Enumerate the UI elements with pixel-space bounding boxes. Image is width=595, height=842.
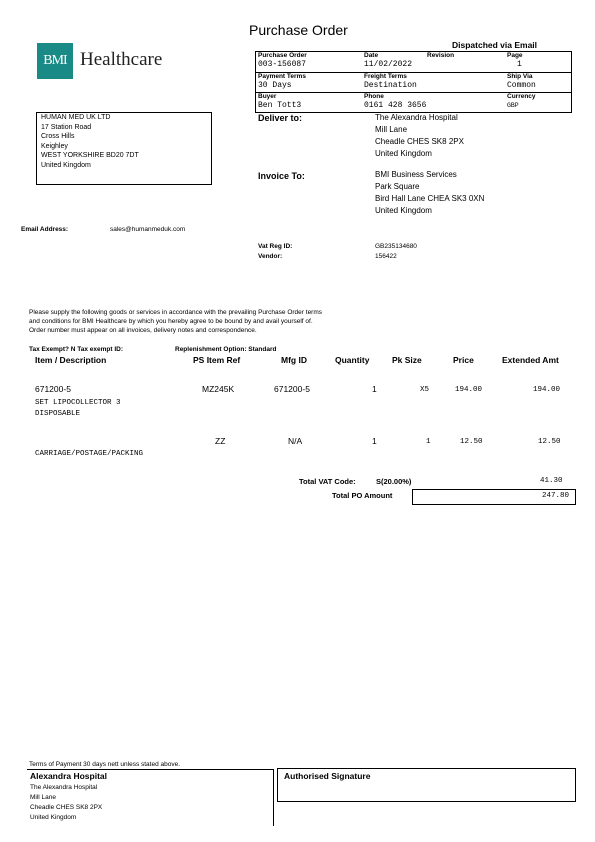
po-number: 003-156087	[258, 60, 307, 69]
bmi-logo-mark: BMI	[37, 43, 73, 79]
terms-line: and conditions for BMI Healthcare by which you hereby agree to be bound by and avail yourself of.	[29, 318, 313, 325]
line-ps-ref: ZZ	[215, 436, 226, 446]
page-label: Page	[507, 52, 523, 59]
line-description: SET LIPOCOLLECTOR 3	[35, 399, 121, 407]
supplier-line: Keighley	[41, 142, 68, 150]
invoice-line: United Kingdom	[375, 206, 432, 215]
ship-to-footer-box	[27, 769, 274, 826]
invoice-line: Bird Hall Lane CHEA SK3 0XN	[375, 194, 485, 203]
email-value: sales@humanmeduk.com	[110, 226, 186, 233]
total-amount-box	[412, 489, 576, 505]
vat-reg-label: Vat Reg ID:	[258, 243, 293, 250]
supplier-line: 17 Station Road	[41, 123, 92, 131]
buyer-phone: 0161 428 3656	[364, 101, 427, 110]
deliver-line: Mill Lane	[375, 125, 408, 134]
deliver-line: United Kingdom	[375, 149, 432, 158]
footer-ship-line: The Alexandra Hospital	[30, 784, 98, 791]
line-pk-size: 1	[426, 438, 431, 446]
invoice-line: Park Square	[375, 182, 420, 191]
footer-ship-line: United Kingdom	[30, 814, 77, 821]
po-date: 11/02/2022	[364, 60, 413, 69]
vendor-value: 156422	[375, 253, 397, 260]
line-extended-amt: 12.50	[538, 438, 561, 446]
col-ps-item-ref: PS Item Ref	[193, 355, 241, 365]
footer-ship-title: Alexandra Hospital	[30, 771, 107, 781]
line-extended-amt: 194.00	[533, 386, 561, 394]
line-mfg-id: N/A	[288, 436, 303, 446]
footer-ship-line: Mill Lane	[30, 794, 57, 801]
line-pk-size: X5	[420, 386, 430, 394]
po-number-label: Purchase Order	[258, 52, 307, 59]
signature-label: Authorised Signature	[284, 771, 371, 781]
freight-terms-label: Freight Terms	[364, 73, 407, 80]
terms-line: Order number must appear on all invoices, delivery notes and correspondence.	[29, 327, 257, 334]
total-label: Total PO Amount	[332, 491, 393, 500]
buyer-label: Buyer	[258, 93, 277, 100]
currency-label: Currency	[507, 93, 536, 100]
phone-label: Phone	[364, 93, 384, 100]
tax-exempt: Tax Exempt? N Tax exempt ID:	[29, 346, 124, 353]
date-label: Date	[364, 52, 379, 59]
payment-terms: 30 Days	[258, 81, 292, 90]
terms-paragraph	[29, 308, 322, 335]
vat-label: Total VAT Code:	[299, 477, 356, 486]
deliver-line: Cheadle CHES SK8 2PX	[375, 137, 464, 146]
replenishment-option: Replenishment Option: Standard	[175, 346, 277, 353]
payment-terms-note: Terms of Payment 30 days nett unless stated above.	[29, 761, 181, 768]
dispatch-method: Dispatched via Email	[452, 40, 538, 50]
freight-terms: Destination	[364, 81, 417, 90]
ship-via-label: Ship Via	[507, 73, 533, 80]
document-title: Purchase Order	[249, 22, 348, 38]
supplier-line: HUMAN MED UK LTD	[41, 114, 111, 121]
supplier-address-box	[36, 112, 212, 185]
col-pk-size: Pk Size	[392, 355, 422, 365]
currency: GBP	[507, 102, 519, 109]
vendor-label: Vendor:	[258, 253, 283, 260]
invoice-to-address	[375, 169, 484, 217]
line-quantity: 1	[372, 436, 377, 446]
footer-ship-line: Cheadle CHES SK8 2PX	[30, 804, 103, 811]
line-item-id: 671200-5	[35, 384, 71, 394]
header-row-1	[256, 52, 571, 72]
total-amount: 247.80	[541, 492, 569, 500]
col-mfg-id: Mfg ID	[281, 355, 307, 365]
footer-ship-address	[30, 783, 102, 823]
deliver-to-address	[375, 112, 464, 160]
col-item-description: Item / Description	[35, 355, 107, 365]
payment-terms-label: Payment Terms	[258, 73, 306, 80]
line-ps-ref: MZ245K	[202, 384, 235, 394]
line-mfg-id: 671200-5	[274, 384, 310, 394]
header-row-3	[256, 92, 571, 113]
buyer-name: Ben Tott3	[258, 101, 302, 110]
deliver-line: The Alexandra Hospital	[375, 113, 458, 122]
col-extended-amt: Extended Amt	[502, 355, 559, 365]
supplier-line: United Kingdom	[41, 161, 91, 169]
deliver-to-label: Deliver to:	[258, 113, 303, 123]
page-number: 1	[517, 60, 522, 69]
col-quantity: Quantity	[335, 355, 370, 365]
supplier-line: WEST YORKSHIRE BD20 7DT	[41, 152, 139, 159]
line-quantity: 1	[372, 384, 377, 394]
vat-code: S(20.00%)	[376, 477, 412, 486]
bmi-logo-text: Healthcare	[80, 49, 163, 70]
vat-amount: 41.30	[540, 477, 563, 485]
invoice-to-label: Invoice To:	[258, 171, 305, 181]
col-price: Price	[453, 355, 474, 365]
line-price: 12.50	[460, 438, 483, 446]
line-description: CARRIAGE/POSTAGE/PACKING	[35, 450, 144, 458]
vat-reg-value: GB235134680	[375, 243, 417, 250]
ship-via: Common	[507, 81, 536, 90]
invoice-line: BMI Business Services	[375, 170, 457, 179]
supplier-line: Cross Hills	[41, 133, 75, 140]
line-description: DISPOSABLE	[35, 410, 81, 418]
line-price: 194.00	[455, 386, 483, 394]
header-row-2	[256, 72, 571, 93]
terms-line: Please supply the following goods or services in accordance with the prevailing Purchase Order terms	[29, 309, 323, 316]
signature-box	[277, 768, 576, 802]
po-header-box	[255, 51, 572, 113]
email-label: Email Address:	[21, 226, 69, 233]
revision-label: Revision	[427, 52, 455, 59]
